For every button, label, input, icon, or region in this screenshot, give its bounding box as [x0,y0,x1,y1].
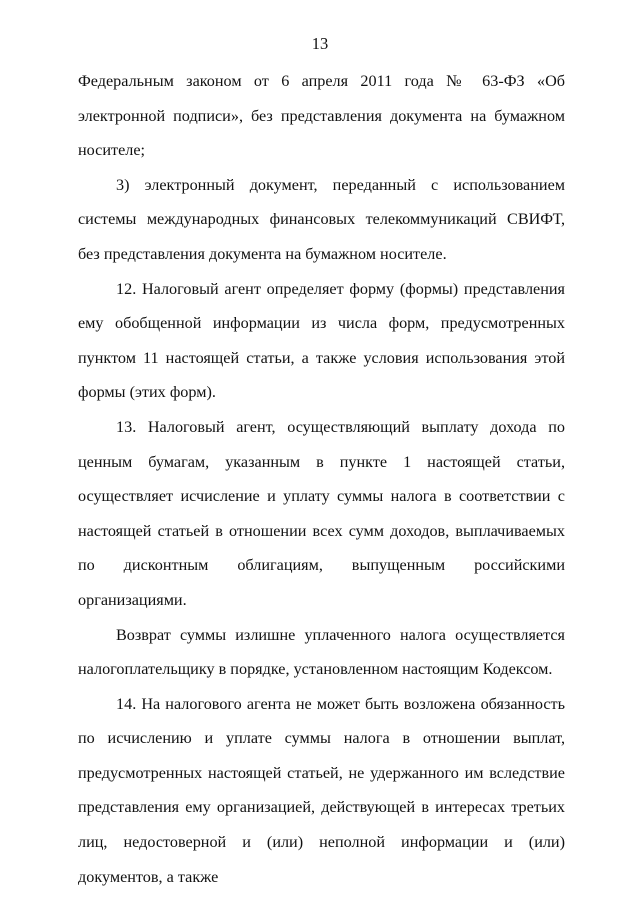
document-body [78,64,565,894]
paragraph-refund: Возврат суммы излишне уплаченного налога осуществляется налогоплательщику в порядке, установленном настоящим Кодексом. [78,625,565,679]
page-number: 13 [311,34,329,53]
paragraph-clause-12: 12. Налоговый агент определяет форму (формы) представления ему обобщенной информации из числа форм, предусмотренных пунктом 11 настоящей статьи, а также условия использования этой формы (этих форм). [78,279,565,402]
paragraph-continuation-63fz: Федеральным законом от 6 апреля 2011 года № 63-ФЗ «Об электронной подписи», без представления документа на бумажном носителе; [78,72,565,160]
paragraph-clause-14: 14. На налогового агента не может быть возложена обязанность по исчислению и уплате суммы налога в отношении выплат, предусмотренных настоящей статьей, не удержанного им вследствие представления ему организацией, действующей в интересах третьих лиц, недостоверной и (или) неполной информации и (или) документов, а также [78,694,565,886]
paragraph-clause-13: 13. Налоговый агент, осуществляющий выплату дохода по ценным бумагам, указанным в пункте 1 настоящей статьи, осуществляет исчисление и уплату суммы налога в соответствии с настоящей статьей в отношении всех сумм доходов, выплачиваемых по дисконтным облигациям, выпущенным российскими организациями. [78,417,565,609]
paragraph-item-3-swift: 3) электронный документ, переданный с использованием системы международных финансовых телекоммуникаций СВИФТ, без представления документа на бумажном носителе. [78,175,565,263]
